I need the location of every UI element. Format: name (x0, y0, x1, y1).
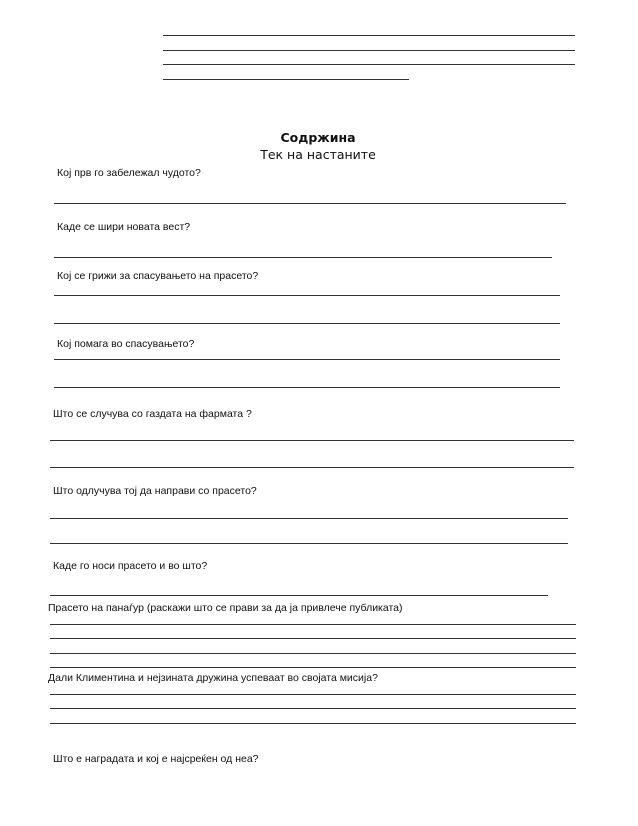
question-2: Каде се шири новата вест? (57, 221, 191, 233)
answer-line-7a[interactable] (50, 595, 548, 596)
answer-line-3a[interactable] (54, 295, 560, 296)
answer-line-8c[interactable] (50, 653, 576, 654)
question-5: Што се случува со газдата на фармата ? (53, 408, 252, 420)
question-1: Кој прв го забележал чудото? (57, 167, 201, 179)
answer-line-1a[interactable] (54, 203, 566, 204)
page-subtitle: Тек на настаните (260, 147, 376, 162)
question-10: Што е наградата и кој е најсреќен од неа? (53, 753, 259, 765)
answer-line-3b[interactable] (54, 323, 560, 324)
answer-line-2a[interactable] (54, 257, 552, 258)
question-4: Кој помага во спасувањето? (57, 338, 195, 350)
answer-line-9a[interactable] (50, 694, 576, 695)
answer-line-8b[interactable] (50, 638, 576, 639)
page-title: Содржина (280, 130, 356, 145)
answer-line-6a[interactable] (50, 518, 568, 519)
answer-line-9c[interactable] (50, 723, 576, 724)
top-answer-line-1[interactable] (163, 35, 575, 36)
answer-line-4a[interactable] (54, 359, 560, 360)
answer-line-8d[interactable] (50, 667, 576, 668)
answer-line-5a[interactable] (50, 440, 574, 441)
question-6: Што одлучува тој да направи со прасето? (53, 485, 257, 497)
question-7: Каде го носи прасето и во што? (53, 560, 208, 572)
top-answer-line-3[interactable] (163, 64, 575, 65)
answer-line-4b[interactable] (54, 387, 560, 388)
answer-line-5b[interactable] (50, 467, 574, 468)
question-8: Прасето на панаѓур (раскажи што се прави за да ја привлече публиката) (48, 602, 403, 614)
question-3: Кој се грижи за спасувањето на прасето? (57, 270, 259, 282)
top-answer-line-4[interactable] (163, 79, 409, 80)
answer-line-6b[interactable] (50, 543, 568, 544)
answer-line-8a[interactable] (50, 624, 576, 625)
question-9: Дали Климентина и нејзината дружина успеваат во својата мисија? (48, 672, 378, 684)
top-answer-line-2[interactable] (163, 50, 575, 51)
answer-line-9b[interactable] (50, 708, 576, 709)
